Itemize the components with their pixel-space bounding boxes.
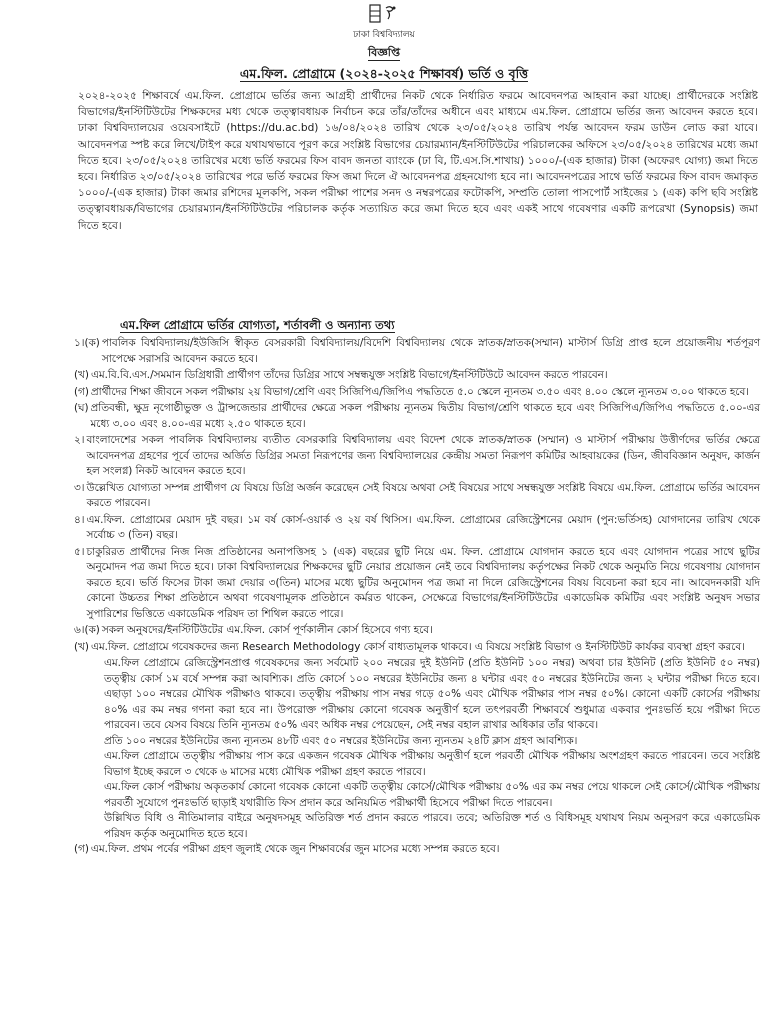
detail-paragraph: উল্লিখিত বিধি ও নীতিমালার বাইরে অনুষদসমূহ অতিরিক্ত শর্ত প্রদান করতে পারবে। তবে; অতিরিক্ত শর্ত ও বিধিসমূহ যথাযথ নিয়ম অনুসরণ করে একাডেমিক পরিষদ কর্তৃক অনুমোদিত হতে হবে।: [104, 812, 760, 840]
notice-label: বিজ্ঞপ্তি: [368, 46, 400, 59]
list-item: [74, 401, 760, 432]
item-text: চাকুরিরত প্রার্থীদের নিজ নিজ প্রতিষ্ঠানের অনাপত্তিসহ ১ (এক) বছরের ছুটি নিয়ে এম. ফিল. প্রোগ্রামে যোগদান করতে হবে এবং যোগদান পত্রের সাথে ছুটির অনুমোদন পত্র জমা দিতে হবে। ঢাকা বিশ্ববিদ্যালয়ের শিক্ষকদের ছুটি নেয়ার প্রয়োজন নেই তবে বিশ্ববিদ্যালয় কর্তৃপক্ষের নিকট থেকে অনুমতি নিয়ে গবেষণায় যোগদান করতে হবে। ভর্তি ফিসের টাকা জমা দেয়ার ৩(তিন) মাসের মধ্যে ছুটির অনুমোদন পত্র জমা না দিলে রেজিস্ট্রেশনের বিষয় বিবেচনা করা হবে না। আবেদনকারী যদি কোনো উচ্চতর শিক্ষা প্রতিষ্ঠানে অথবা গবেষণামূলক প্রতিষ্ঠানে কর্মরত থাকেন, সেক্ষেত্রে বিভাগের/ইনস্টিটিউটের একাডেমিক কমিটির এবং সংশ্লিষ্ট অনুষদ সভার সুপারিশের ভিত্তিতে একাডেমিক পরিষদ তা শিথিল করতে পারে।: [86, 545, 760, 620]
list-item: [74, 368, 760, 384]
list-item: [74, 545, 760, 623]
item-text: এম.ফিল. প্রোগ্রামের মেয়াদ দুই বছর। ১ম বর্ষ কোর্স-ওয়ার্ক ও ২য় বর্ষ থিসিস। এম.ফিল. প্রোগ্রামের রেজিস্ট্রেশনের মেয়াদ (পুন:ভর্তিসহ) যোগদানের তারিখ থেকে সর্বোচ্চ ৩ (তিন) বছর।: [86, 513, 760, 541]
item-text: প্রতিবন্ধী, ক্ষুদ্র নৃগোষ্ঠীভুক্ত ও ট্রান্সজেন্ডার প্রার্থীদের ক্ষেত্রে সকল পরীক্ষায় ন্যূনতম দ্বিতীয় বিভাগ/শ্রেণি থাকতে হবে এবং সিজিপিএ/জিপিএ পদ্ধতিতে ৫.০০-এর মধ্যে ৩.০০ এবং ৪.০০-এর মধ্যে ২.৫০ থাকতে হবে।: [90, 402, 760, 430]
item-number: (খ): [74, 369, 89, 381]
list-item: [74, 640, 760, 656]
item-number: (ঘ): [74, 402, 89, 414]
list-item: [74, 842, 760, 858]
notice-title: [0, 66, 768, 86]
item-number: ২।: [74, 434, 85, 446]
item-number: (গ): [74, 843, 89, 855]
conditions-list: [74, 336, 760, 859]
item-number: ৫।: [74, 545, 85, 558]
item-text: এম.ফিল. প্রোগ্রামে গবেষকদের জন্য Research Methodology কোর্স বাধ্যতামূলক থাকবে। এ বিষয়ে সংশ্লিষ্ট বিভাগ ও ইনস্টিটিউট কার্যকর ব্যবস্থা গ্রহণ করবে।: [90, 640, 745, 653]
list-item: [74, 623, 760, 639]
item-text: উল্লেখিত যোগ্যতা সম্পন্ন প্রার্থীগণ যে বিষয়ে ডিগ্রি অর্জন করেছেন সেই বিষয়ে অথবা সেই বিষয়ের সাথে সম্বন্ধযুক্ত সংশ্লিষ্ট বিষয়ে এম.ফিল. প্রোগ্রামে ভর্তির আবেদন করতে পারবেন।: [86, 481, 760, 509]
item-number: (গ): [74, 385, 89, 398]
detail-paragraph: প্রতি ১০০ নম্বরের ইউনিটের জন্য ন্যূনতম ৪৮টি এবং ৫০ নম্বরের ইউনিটের জন্য ন্যূনতম ২৪টি ক্লাস গ্রহণ আবশ্যিক।: [104, 734, 578, 747]
item-number: ১।(ক): [74, 337, 100, 349]
item-number: ৬।(ক): [74, 624, 100, 636]
list-item: [74, 433, 760, 480]
item-number: ৪।: [74, 513, 85, 526]
item-number: ৩।: [74, 481, 85, 494]
list-item: [74, 336, 760, 367]
item-text: সকল অনুষদের/ইনস্টিটিউটের এম.ফিল. কোর্স পূর্ণকালীন কোর্স হিসেবে গণ্য হবে।: [101, 624, 433, 636]
university-seal-logo: [354, 2, 414, 26]
section-heading: এম.ফিল প্রোগ্রামে ভর্তির যোগ্যতা, শর্তাবলী ও অন্যান্য তথ্য: [120, 318, 395, 332]
item-text: এম.ফিল. প্রথম পর্বের পরীক্ষা গ্রহণ জুলাই থেকে জুন শিক্ষাবর্ষের জুন মাসের মধ্যে সম্পন্ন করতে হবে।: [90, 843, 500, 855]
intro-paragraph: ২০২৪-২০২৫ শিক্ষাবর্ষে এম.ফিল. প্রোগ্রামে ভর্তির জন্য আগ্রহী প্রার্থীদের নিকট থেকে নির্ধারিত ফরমে আবেদনপত্র আহবান করা যাচ্ছে। প্রার্থীদেরকে সংশ্লিষ্ট বিভাগের/ইনস্টিটিউটের শিক্ষকদের মধ্য থেকে তত্ত্বাবধায়ক নির্বাচন করে তাঁর/তাঁদের অধীনে এবং মাধ্যমে এম.ফিল. প্রোগ্রামে ভর্তির জন্য আবেদন করতে হবে। ঢাকা বিশ্ববিদ্যালয়ের ওয়েবসাইটে (https://du.ac.bd) ১৬/০৪/২০২৪ তারিখ থেকে ২৩/০৫/২০২৪ তারিখ পর্যন্ত আবেদন ফরম ডাউন লোড করা যাবে। আবেদনপত্র স্পষ্ট করে লিখে/টাইপ করে যথাযথভাবে পূরণ করে সংশ্লিষ্ট বিভাগের চেয়ারম্যান/ইনস্টিটিউটের পরিচালকের অফিসে ২৩/০৫/২০২৪ তারিখের মধ্যে জমা দিতে হবে। ২৩/০৫/২০২৪ তারিখের মধ্যে ভর্তি ফরমের ফিস বাবদ জনতা ব্যাংকে (ঢা বি, টি.এস.সি.শাখায়) ১০০০/-(এক হাজার) টাকা (অফেরৎ যোগ্য) জমা দিতে হবে। নির্ধারিত ২৩/০৫/২০২৪ তারিখের পরে ভর্তি ফরমের ফিস জমা দিলে ঐ আবেদনপত্র গ্রহনযোগ্য হবে না। আবেদনপত্রের সাথে ভর্তি ফরমের ফিস বাবদ জমাকৃত ১০০০/-(এক হাজার) টাকা জমার রশিদের মূলকপি, সকল পরীক্ষা পাশের সনদ ও নম্বরপত্রের ফটোকপি, সম্প্রতি তোলা পাসপোর্ট সাইজের ১ (এক) কপি ছবি সংশ্লিষ্ট তত্ত্বাবধায়ক/বিভাগের চেয়ারম্যান/ইনস্টিটিউটের পরিচালক কর্তৃক সত্যায়িত করে জমা দিতে হবে এবং একই সাথে গবেষণার একটি রূপরেখা (Synopsis) জমা দিতে হবে।: [78, 90, 758, 232]
detail-paragraph: এম.ফিল প্রোগ্রামে রেজিস্ট্রেশনপ্রাপ্ত গবেষকদের জন্য সর্বমোট ২০০ নম্বরের দুই ইউনিট (প্রতি ইউনিট ১০০ নম্বর) অথবা চার ইউনিট (প্রতি ইউনিট ৫০ নম্বর) তত্ত্বীয় কোর্স ১ম বর্ষে সম্পন্ন করা আবশ্যিক। প্রতি কোর্সে ১০০ নম্বরের ইউনিটের জন্য ৪ ঘন্টার এবং ৫০ নম্বরের ইউনিটের জন্য ২ ঘন্টার পরীক্ষা দিতে হবে। এছাড়া ১০০ নম্বরের মৌখিক পরীক্ষাও থাকবে। তত্ত্বীয় পরীক্ষায় পাস নম্বর গড়ে ৫০% এবং মৌখিক পরীক্ষার পাস নম্বর ৫০%। কোনো একটি কোর্সের পরীক্ষায় ৪০% এর কম নম্বর গণনা করা হবে না। উপরোক্ত পরীক্ষায় কোনো গবেষক অনুত্তীর্ণ হলে তৎপরবর্তী শিক্ষাবর্ষে শুধুমাত্র একবার পুনঃভর্তি হয়ে পরীক্ষা দিতে পারবেন। তবে যেসব বিষয়ে তিনি ন্যূনতম ৫০% এবং অধিক নম্বর পেয়েছেন, সেই নম্বর বহাল রাখার অধিকার তাঁর থাকবে।: [104, 657, 760, 731]
university-name: ঢাকা বিশ্ববিদ্যালয়: [353, 30, 415, 40]
header: [0, 2, 768, 61]
list-item: [74, 481, 760, 512]
item-text: প্রার্থীদের শিক্ষা জীবনে সকল পরীক্ষায় ২য় বিভাগ/শ্রেণি এবং সিজিপিএ/জিপিএ পদ্ধতিতে ৫.০ স্কেলে ন্যূনতম ৩.৫০ এবং ৪.০০ স্কেলে ন্যূনতম ৩.০০ থাকতে হবে।: [90, 385, 749, 398]
item-text: এম.বি.বি.এস./সমমান ডিগ্রিধারী প্রার্থীগণ তাঁদের ডিগ্রির সাথে সম্বন্ধযুক্ত সংশ্লিষ্ট বিভাগে/ইনস্টিটিউটে আবেদন করতে পারবেন।: [90, 369, 608, 381]
list-item: [74, 385, 760, 401]
item-number: (খ): [74, 640, 89, 653]
list-item: [74, 513, 760, 544]
detail-paragraph: এম.ফিল প্রোগ্রামে তত্ত্বীয় পরীক্ষায় পাস করে একজন গবেষক মৌখিক পরীক্ষায় অনুত্তীর্ণ হলে পরবর্তী মৌখিক পরীক্ষায় অংশগ্রহণ করতে পারবেন। তবে সংশ্লিষ্ট বিভাগ ইচ্ছে করলে ৩ থেকে ৬ মাসের মধ্যে মৌখিক পরীক্ষা গ্রহণ করতে পারবে।: [104, 750, 760, 778]
detail-paragraph: এম.ফিল কোর্স পরীক্ষায় অকৃতকার্য কোনো গবেষক কোনো একটি তত্ত্বীয় কোর্সে/মৌখিক পরীক্ষায় ৫০% এর কম নম্বর পেয়ে থাকলে সেই কোর্সে/মৌখিক পরীক্ষায় পরবর্তী সুযোগে পুনঃভর্তি ছাড়াই যথারীতি ফিস প্রদান করে অনিয়মিত পরীক্ষার্থী হিসেবে পরীক্ষা দিতে পারবেন।: [104, 781, 760, 809]
notice-title-text: এম.ফিল. প্রোগ্রামে (২০২৪-২০২৫ শিক্ষাবর্ষ) ভর্তি ও বৃত্তি: [239, 66, 529, 81]
item-text: বাংলাদেশের সকল পাবলিক বিশ্ববিদ্যালয় ব্যতীত বেসরকারি বিশ্ববিদ্যালয় এবং বিদেশ থেকে স্নাতক/স্নাতক (সম্মান) ও মাস্টার্স পরীক্ষায় উত্তীর্ণদের ভর্তির ক্ষেত্রে আবেদনপত্র গ্রহণের পূর্বে তাদের অর্জিত ডিগ্রির সমতা নিরূপণের জন্য বিশ্ববিদ্যালয়ের কেন্দ্রীয় সমতা নিরূপণ কমিটির আহবায়কের (ডিন, জীববিজ্ঞান অনুষদ, কার্জন হল সংলগ্ন) নিকট আবেদন করতে হবে।: [86, 434, 760, 477]
item-text: পাবলিক বিশ্ববিদ্যালয়/ইউজিসি স্বীকৃত বেসরকারী বিশ্ববিদ্যালয়/বিদেশি বিশ্ববিদ্যালয় থেকে স্নাতক/স্নাতক(সম্মান) মাস্টার্স ডিগ্রি প্রাপ্ত হলে প্রয়োজনীয় শর্তপূরণ সাপেক্ষে সরাসরি আবেদন করতে হবে।: [101, 337, 760, 365]
